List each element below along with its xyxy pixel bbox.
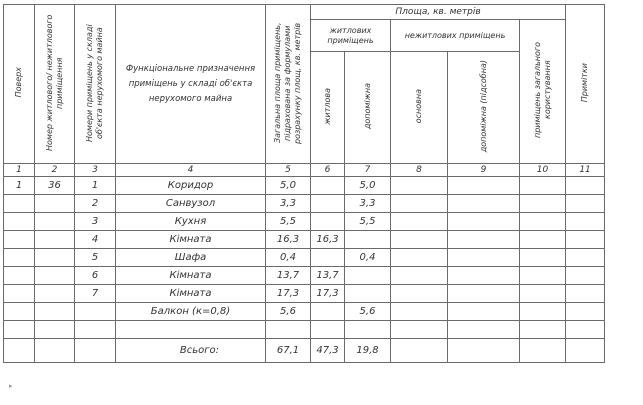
cell-total-area: 5,5: [266, 213, 311, 231]
cell-empty: [566, 231, 605, 249]
cell-empty: [391, 249, 448, 267]
cell-aux-area: [345, 267, 391, 285]
cell-room-number: 7: [75, 285, 116, 303]
cell-total-area: 13,7: [266, 267, 311, 285]
cell-total-area: 0,4: [266, 249, 311, 267]
cell-empty: [391, 303, 448, 321]
header-nonliving-main: основна: [391, 52, 448, 164]
header-total-area: Загальна площа приміщень, підрахована за формулами розрахунку площ, кв. метрів: [266, 5, 311, 164]
column-number: 7: [345, 164, 391, 177]
table-row: [4, 177, 605, 195]
header-notes: Примітки: [566, 5, 605, 164]
column-number: 9: [448, 164, 520, 177]
table-row: [4, 267, 605, 285]
cell-total-area: 16,3: [266, 231, 311, 249]
cell-total-area: 3,3: [266, 195, 311, 213]
cell-aux-area: [345, 231, 391, 249]
cell-empty: [520, 231, 566, 249]
cell-empty: [520, 303, 566, 321]
cell-empty: [448, 213, 520, 231]
table-row: [4, 303, 605, 321]
cell-purpose: Санвузол: [116, 195, 266, 213]
cell-aux-area: 5,0: [345, 177, 391, 195]
cell-empty: [448, 321, 520, 339]
cell-floor: [4, 321, 35, 339]
column-number: 6: [311, 164, 345, 177]
cell-empty: [448, 195, 520, 213]
header-living-group: житлових приміщень: [311, 20, 391, 52]
cell-floor: [4, 231, 35, 249]
column-number: 5: [266, 164, 311, 177]
cell-living-area: [311, 195, 345, 213]
cell-room-number: 6: [75, 267, 116, 285]
column-number: 1: [4, 164, 35, 177]
cell-floor: [4, 213, 35, 231]
cell-unit-number: 36: [35, 177, 75, 195]
totals-spacer: [75, 339, 116, 363]
table-row: [4, 321, 605, 339]
totals-label: Всього:: [116, 339, 266, 363]
cell-living-area: [311, 303, 345, 321]
cell-empty: [448, 231, 520, 249]
cell-floor: 1: [4, 177, 35, 195]
cell-total-area: 5,6: [266, 303, 311, 321]
header-unit-number: Номер житлового/ нежитлового приміщення: [35, 5, 75, 164]
column-number: 10: [520, 164, 566, 177]
cell-empty: [566, 249, 605, 267]
totals-empty: [391, 339, 448, 363]
cell-living-area: 17,3: [311, 285, 345, 303]
cell-living-area: [311, 177, 345, 195]
cell-purpose: Коридор: [116, 177, 266, 195]
cell-empty: [448, 267, 520, 285]
cell-unit-number: [35, 195, 75, 213]
cell-empty: [448, 285, 520, 303]
cell-empty: [566, 195, 605, 213]
cell-floor: [4, 285, 35, 303]
cell-living-area: [311, 249, 345, 267]
cell-aux-area: 5,6: [345, 303, 391, 321]
cell-room-number: 2: [75, 195, 116, 213]
totals-total-area: 67,1: [266, 339, 311, 363]
cell-aux-area: 0,4: [345, 249, 391, 267]
totals-empty: [520, 339, 566, 363]
cell-unit-number: [35, 321, 75, 339]
cell-empty: [391, 321, 448, 339]
cell-purpose: Кухня: [116, 213, 266, 231]
cell-unit-number: [35, 267, 75, 285]
cell-aux-area: [345, 321, 391, 339]
header-floor: Поверх: [4, 5, 35, 164]
cell-purpose: Кімната: [116, 231, 266, 249]
cell-room-number: [75, 321, 116, 339]
cell-living-area: 16,3: [311, 231, 345, 249]
header-room-numbers: Номери приміщень у складі об'єкта нерухомого майна: [75, 5, 116, 164]
cell-room-number: 4: [75, 231, 116, 249]
cell-living-area: [311, 213, 345, 231]
header-living-aux: допоміжна: [345, 52, 391, 164]
totals-living: 47,3: [311, 339, 345, 363]
cell-room-number: [75, 303, 116, 321]
cell-empty: [520, 177, 566, 195]
cell-living-area: 13,7: [311, 267, 345, 285]
cell-purpose: [116, 321, 266, 339]
column-number: 4: [116, 164, 266, 177]
column-number: 2: [35, 164, 75, 177]
cell-empty: [520, 213, 566, 231]
table-row: [4, 195, 605, 213]
column-number-row: [4, 164, 605, 177]
cell-empty: [520, 267, 566, 285]
cell-unit-number: [35, 285, 75, 303]
cell-room-number: 3: [75, 213, 116, 231]
cell-floor: [4, 195, 35, 213]
cell-purpose: Кімната: [116, 285, 266, 303]
table-body: [4, 177, 605, 339]
totals-aux: 19,8: [345, 339, 391, 363]
cell-aux-area: 3,3: [345, 195, 391, 213]
table-row: [4, 213, 605, 231]
area-table: [3, 4, 605, 363]
cell-empty: [520, 195, 566, 213]
cell-purpose: Шафа: [116, 249, 266, 267]
cell-floor: [4, 303, 35, 321]
column-number: 11: [566, 164, 605, 177]
cell-aux-area: [345, 285, 391, 303]
cell-unit-number: [35, 213, 75, 231]
cell-unit-number: [35, 231, 75, 249]
cell-empty: [566, 285, 605, 303]
header-common-use: приміщень загального користування: [520, 20, 566, 164]
cell-empty: [448, 177, 520, 195]
cell-empty: [566, 177, 605, 195]
header-purpose: Функціональне призначення приміщень у складі об'єкта нерухомого майна: [116, 5, 266, 164]
cell-purpose: Балкон (к=0,8): [116, 303, 266, 321]
cell-empty: [520, 285, 566, 303]
totals-spacer: [4, 339, 35, 363]
cell-empty: [448, 303, 520, 321]
table-row: [4, 231, 605, 249]
totals-empty: [566, 339, 605, 363]
cell-room-number: 1: [75, 177, 116, 195]
header-nonliving-group: нежитлових приміщень: [391, 20, 520, 52]
table-row: [4, 249, 605, 267]
totals-row: [4, 339, 605, 363]
header-area-group: Площа, кв. метрів: [311, 5, 566, 20]
cell-empty: [566, 321, 605, 339]
cell-unit-number: [35, 249, 75, 267]
cell-empty: [566, 267, 605, 285]
cell-aux-area: 5,5: [345, 213, 391, 231]
column-number: 8: [391, 164, 448, 177]
cell-empty: [391, 285, 448, 303]
totals-empty: [448, 339, 520, 363]
cell-empty: [520, 249, 566, 267]
cell-empty: [520, 321, 566, 339]
cell-empty: [566, 303, 605, 321]
cell-total-area: 17,3: [266, 285, 311, 303]
cell-empty: [391, 177, 448, 195]
header-nonliving-aux: допоміжна (підсобна): [448, 52, 520, 164]
cell-living-area: [311, 321, 345, 339]
column-number: 3: [75, 164, 116, 177]
cell-floor: [4, 249, 35, 267]
cell-empty: [391, 195, 448, 213]
cell-unit-number: [35, 303, 75, 321]
cell-empty: [448, 249, 520, 267]
cell-room-number: 5: [75, 249, 116, 267]
totals-spacer: [35, 339, 75, 363]
header-living-main: житлова: [311, 52, 345, 164]
scan-mark: ▸: [9, 382, 13, 390]
cell-empty: [391, 267, 448, 285]
cell-empty: [391, 213, 448, 231]
cell-purpose: Кімната: [116, 267, 266, 285]
cell-floor: [4, 267, 35, 285]
cell-empty: [566, 213, 605, 231]
cell-empty: [391, 231, 448, 249]
cell-total-area: [266, 321, 311, 339]
table-row: [4, 285, 605, 303]
cell-total-area: 5,0: [266, 177, 311, 195]
